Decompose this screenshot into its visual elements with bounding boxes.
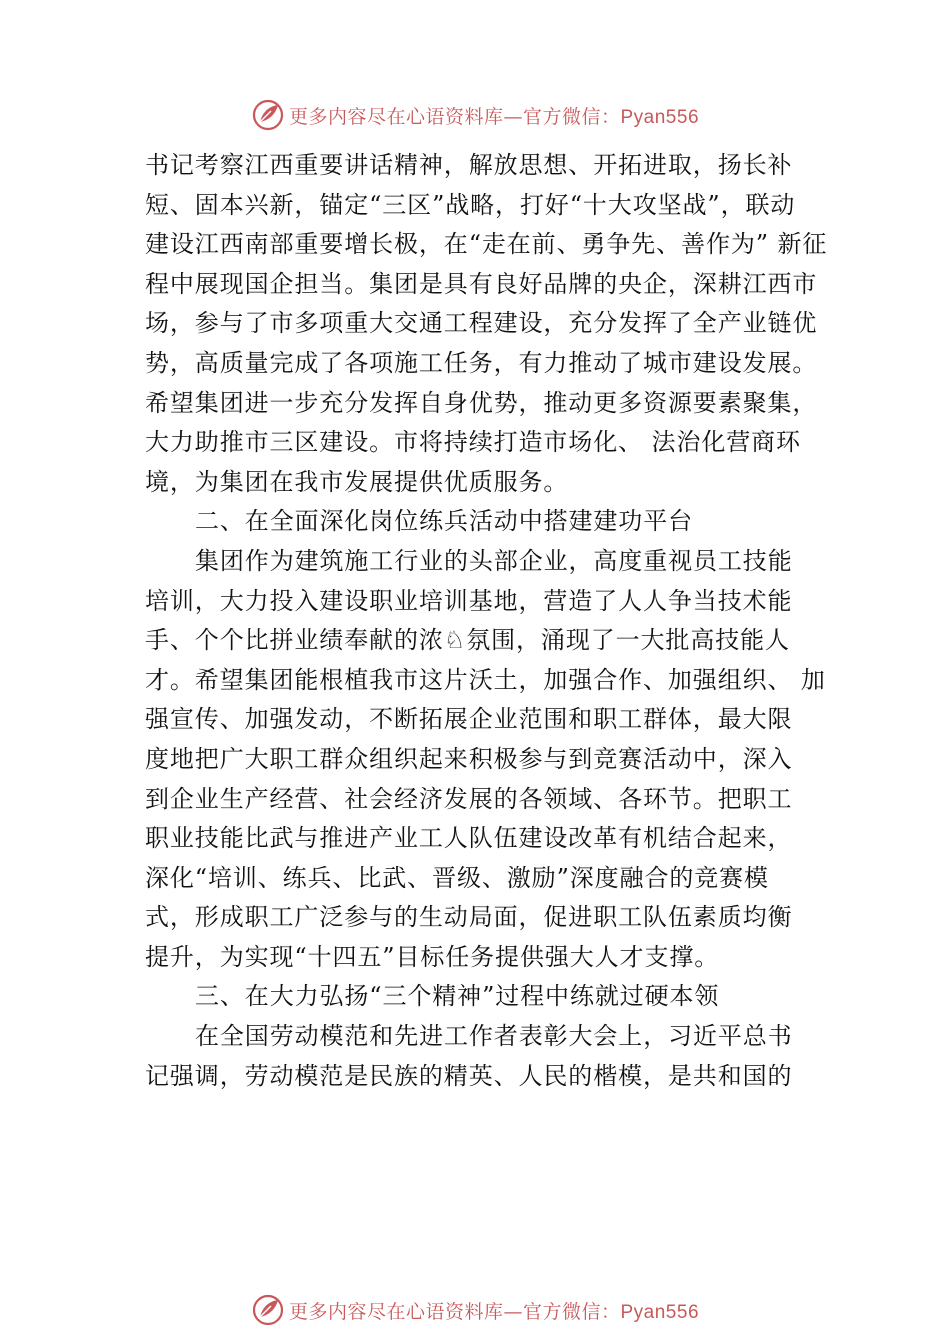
text-line: 三、在大力弘扬“三个精神”过程中练就过硬本领 xyxy=(195,982,720,1011)
text-line: 势，高质量完成了各项施工任务，有力推动了城市建设发展。 xyxy=(145,348,818,377)
wechat-id: Pyan556 xyxy=(620,1301,700,1323)
text-line: 集团作为建筑施工行业的头部企业，高度重视员工技能 xyxy=(195,546,793,575)
text-line: 手、个个比拼业绩奉献的浓♘氛围，涌现了一大批高技能人 xyxy=(145,626,790,655)
text-line: 职业技能比武与推进产业工人队伍建设改革有机结合起来， xyxy=(145,824,793,853)
footer-banner-text: 更多内容尽在心语资料库—官方微信：Pyan556 xyxy=(288,1300,700,1323)
text-line: 强宣传、加强发动，不断拓展企业范围和职工群体，最大限 xyxy=(145,705,793,734)
leaf-logo-icon xyxy=(251,98,285,132)
text-line: 二、在全面深化岗位练兵活动中搭建建功平台 xyxy=(195,507,693,536)
text-line: 书记考察江西重要讲话精神，解放思想、开拓进取，扬长补 xyxy=(145,151,793,179)
text-line: 程中展现国企担当。集团是具有良好品牌的央企，深耕江西市 xyxy=(145,269,818,298)
header-banner-text: 更多内容尽在心语资料库—官方微信：Pyan556 xyxy=(288,105,700,128)
text-line: 记强调，劳动模范是民族的精英、人民的楷模，是共和国的 xyxy=(145,1061,793,1090)
text-line: 场，参与了市多项重大交通工程建设，充分发挥了全产业链优 xyxy=(145,309,818,338)
wechat-id: Pyan556 xyxy=(620,106,700,128)
text-line: 到企业生产经营、社会经济发展的各领域、各环节。把职工 xyxy=(145,784,793,813)
text-line: 在全国劳动模范和先进工作者表彰大会上，习近平总书 xyxy=(195,1022,793,1051)
leaf-logo-icon xyxy=(251,1293,285,1327)
text-line: 度地把广大职工群众组织起来积极参与到竞赛活动中，深入 xyxy=(145,744,793,773)
text-line: 式，形成职工广泛参与的生动局面，促进职工队伍素质均衡 xyxy=(145,903,793,932)
text-line: 深化“培训、练兵、比武、晋级、激励”深度融合的竞赛模 xyxy=(145,863,769,892)
text-line: 境，为集团在我市发展提供优质服务。 xyxy=(145,467,569,496)
document-body xyxy=(145,146,828,1096)
header-banner xyxy=(0,95,950,135)
text-line: 培训，大力投入建设职业培训基地，营造了人人争当技术能 xyxy=(145,586,793,615)
text-line: 希望集团进一步充分发挥自身优势，推动更多资源要素聚集， xyxy=(145,388,818,417)
text-line: 才。希望集团能根植我市这片沃土，加强合作、加强组织、 加 xyxy=(145,665,826,694)
text-line: 提升，为实现“十四五”目标任务提供强大人才支撑。 xyxy=(145,942,720,971)
footer-banner xyxy=(0,1290,950,1330)
text-line: 建设江西南部重要增长极，在“走在前、勇争先、善作为” 新征 xyxy=(145,230,828,259)
text-line: 短、固本兴新，锚定“三区”战略，打好“十大攻坚战”，联动 xyxy=(145,190,796,219)
text-line: 大力助推市三区建设。市将持续打造市场化、 法治化营商环 xyxy=(145,428,801,457)
